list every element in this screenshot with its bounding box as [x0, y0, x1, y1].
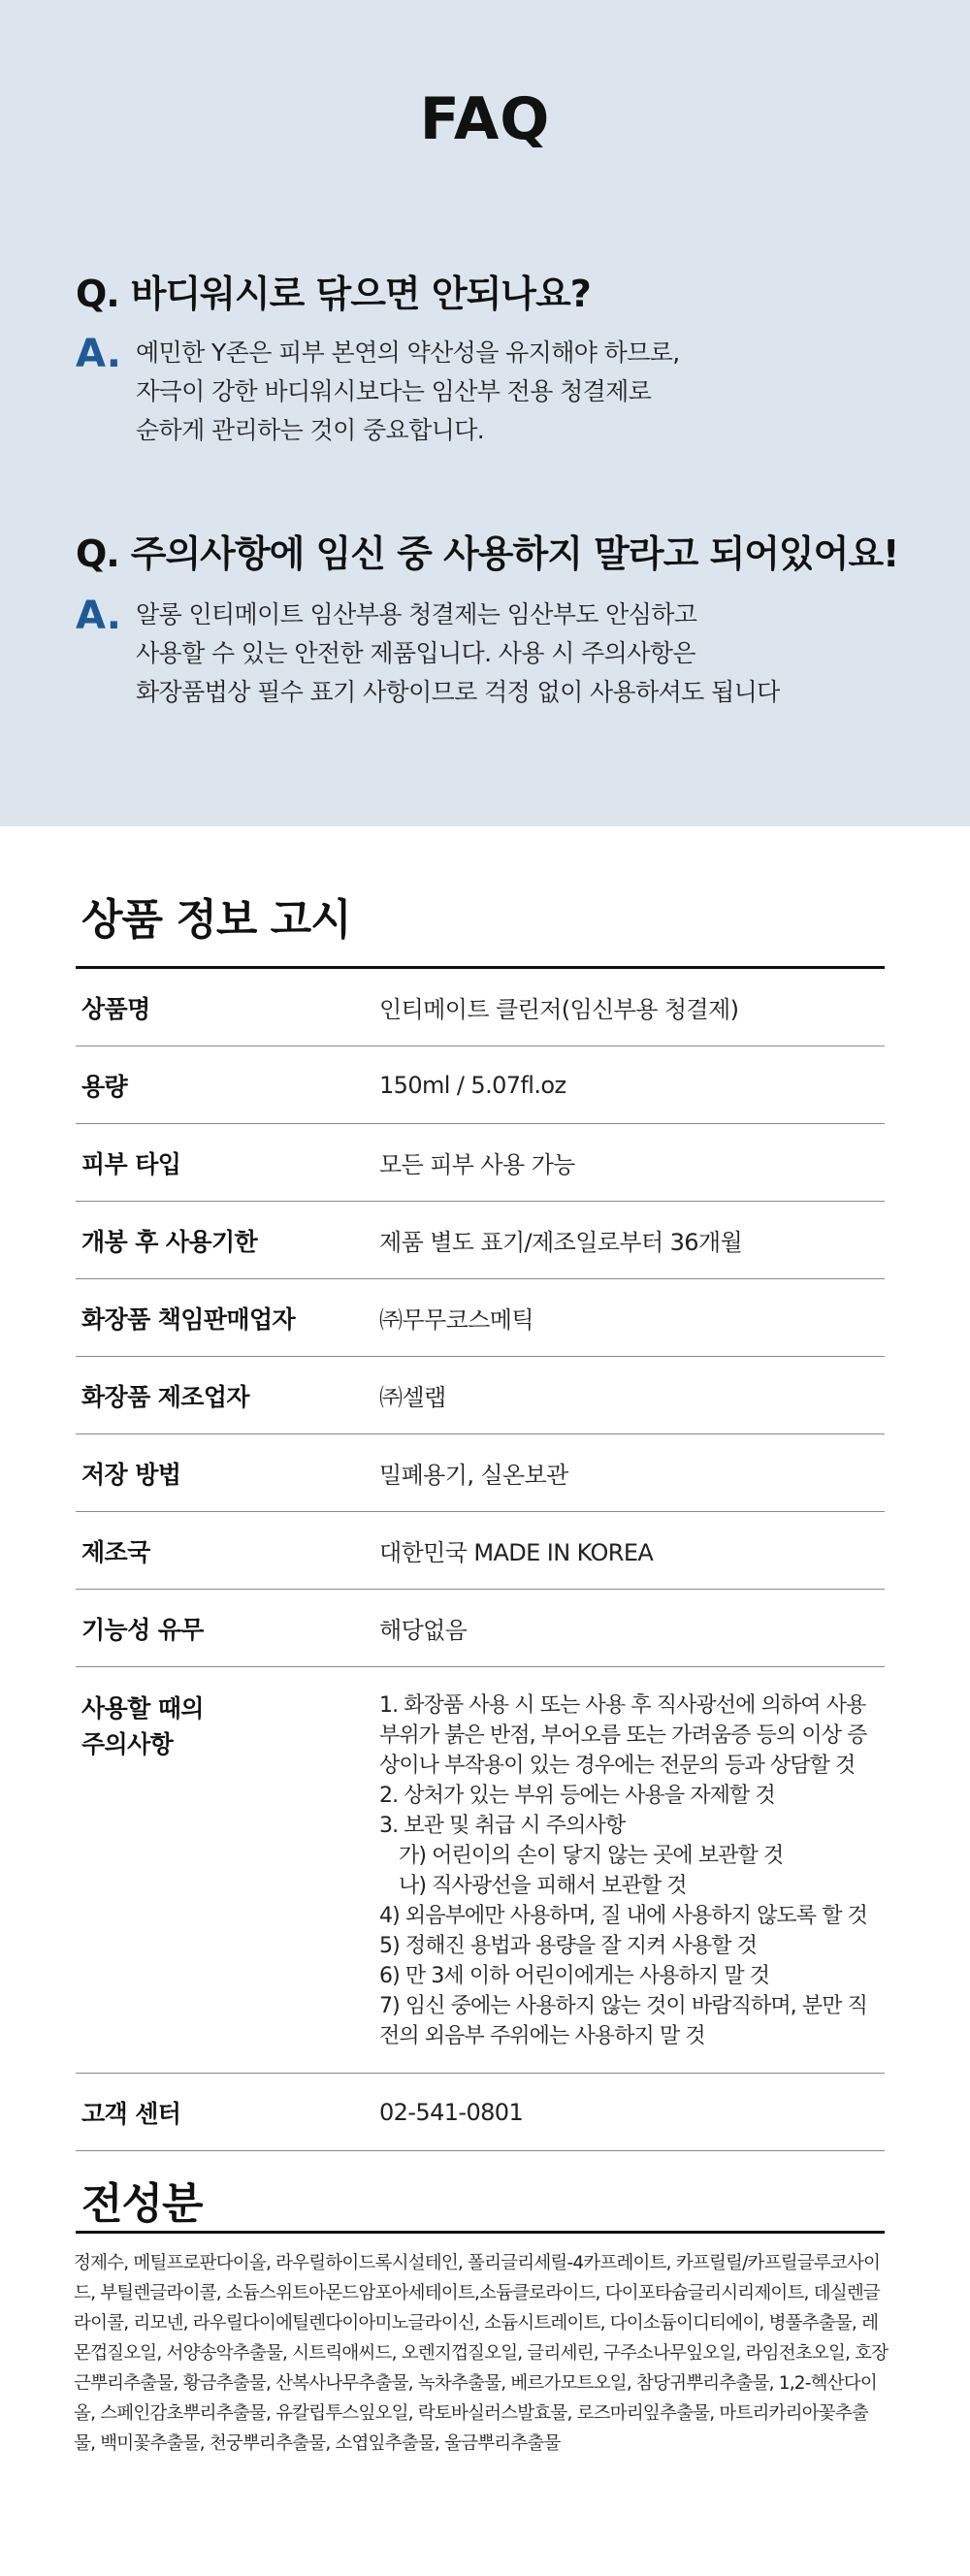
row-label: 고객 센터 — [81, 2099, 181, 2128]
table-row — [76, 1357, 885, 1434]
question-mark: Q. — [76, 532, 119, 575]
row-value: 150ml / 5.07fl.oz — [379, 1071, 566, 1099]
caution-line: 3. 보관 및 취급 시 주의사항 — [379, 1814, 626, 1838]
table-row — [76, 1434, 885, 1512]
faq-answer-2 — [136, 596, 780, 712]
customer-center-phone: 02-541-0801 — [379, 2098, 524, 2126]
answer-line: 예민한 Y존은 피부 본연의 약산성을 유지해야 하므로, — [136, 338, 680, 367]
row-label: 기능성 유무 — [81, 1615, 204, 1644]
row-label: 화장품 책임판매업자 — [81, 1304, 296, 1334]
row-value: 제품 별도 표기/제조일로부터 36개월 — [379, 1229, 743, 1256]
row-value: 밀폐용기, 실온보관 — [379, 1462, 568, 1489]
row-label — [76, 1690, 379, 1762]
table-row — [76, 1590, 885, 1667]
row-value: 해당없음 — [379, 1617, 468, 1644]
faq-title: FAQ — [419, 85, 551, 153]
question-text: 주의사항에 임신 중 사용하지 말라고 되어있어요! — [130, 532, 899, 575]
question-mark: Q. — [76, 273, 119, 315]
table-row — [76, 1124, 885, 1202]
caution-line: 상이나 부작용이 있는 경우에는 전문의 등과 상담할 것 — [379, 1754, 856, 1778]
row-label: 상품명 — [81, 994, 150, 1023]
question-text: 바디워시로 닦으면 안되나요? — [130, 273, 591, 315]
caution-text — [379, 1690, 885, 2051]
caution-label-line: 사용할 때의 — [81, 1694, 204, 1723]
faq-section — [0, 0, 970, 826]
caution-line: 나) 직사광선을 피해서 보관할 것 — [399, 1874, 687, 1898]
row-label: 제조국 — [81, 1537, 150, 1566]
caution-line: 7) 임신 중에는 사용하지 않는 것이 바람직하며, 분만 직 — [379, 1994, 868, 2018]
answer-line: 알롱 인티메이트 임산부용 청결제는 임산부도 안심하고 — [136, 600, 697, 628]
caution-line: 전의 외음부 주위에는 사용하지 말 것 — [379, 2024, 705, 2048]
caution-line: 6) 만 3세 이하 어린이에게는 사용하지 말 것 — [379, 1964, 770, 1988]
table-row — [76, 1279, 885, 1357]
row-value: ㈜셀랩 — [379, 1384, 446, 1411]
ingredients-list: 정제수, 메틸프로판다이올, 라우릴하이드록시설테인, 폴리글리세릴-4카프레이트, 카프릴릴/카프릴글루코사이드, 부틸렌글라이콜, 소듐스위트아몬드암포아세테이트,소듐클로라이드, 다이포타슘글리시리제이트, 데실렌글라이콜, 리모넨, 라우릴다이에틸렌다이아미노글라이신, 소듐시트레이트, 다이소듐이디티에이, 병풀추출물, 레몬껍질오일, 서양송악추출물, 시트릭애씨드, 오렌지껍질오일, 글리세린, 구주소나무잎오일, 라임전초오일, 호장근뿌리추출물, 황금추출물, 산복사나무추출물, 녹차추출물, 베르가모트오일, 참당귀뿌리추출물, 1,2-헥산다이올, 스페인감초뿌리추출물, 유칼립투스잎오일, 락토바실러스발효물, 로즈마리잎추출물, 마트리카리아꽃추출물, 백미꽃추출물, 천궁뿌리추출물, 소엽잎추출물, 울금뿌리추출물 — [74, 2253, 889, 2454]
table-row — [76, 1202, 885, 1279]
answer-mark: A. — [76, 594, 121, 638]
row-value: 대한민국 MADE IN KOREA — [379, 1539, 654, 1566]
answer-line: 자극이 강한 바디워시보다는 임산부 전용 청결제로 — [136, 377, 652, 405]
product-info-table — [76, 966, 885, 2151]
row-label: 용량 — [81, 1072, 128, 1101]
faq-answer-1 — [136, 334, 680, 450]
faq-question-2 — [76, 524, 898, 577]
answer-line: 사용할 수 있는 안전한 제품입니다. 사용 시 주의사항은 — [136, 639, 695, 667]
ingredients-divider — [76, 2231, 885, 2234]
caution-line: 1. 화장품 사용 시 또는 사용 후 직사광선에 의하여 사용 — [379, 1693, 866, 1718]
row-label: 저장 방법 — [81, 1460, 181, 1489]
table-row — [76, 1512, 885, 1590]
caution-line: 4) 외음부에만 사용하며, 질 내에 사용하지 않도록 할 것 — [379, 1904, 868, 1928]
table-row — [76, 2074, 885, 2151]
answer-mark: A. — [76, 332, 121, 376]
row-value: 인티메이트 클린저(임신부용 청결제) — [379, 996, 739, 1023]
caution-label-line: 주의사항 — [81, 1730, 174, 1758]
answer-line: 순하게 관리하는 것이 중요합니다. — [136, 416, 485, 444]
row-label: 피부 타입 — [81, 1149, 181, 1178]
row-label: 화장품 제조업자 — [81, 1382, 249, 1411]
ingredients-title: 전성분 — [81, 2179, 203, 2229]
product-info-title: 상품 정보 고시 — [81, 895, 351, 945]
table-row — [76, 969, 885, 1046]
caution-line: 부위가 붉은 반점, 부어오름 또는 가려움증 등의 이상 증 — [379, 1723, 867, 1748]
faq-question-1 — [76, 264, 591, 317]
row-value: 모든 피부 사용 가능 — [379, 1151, 575, 1178]
table-row — [76, 1046, 885, 1124]
caution-line: 2. 상처가 있는 부위 등에는 사용을 자제할 것 — [379, 1784, 775, 1808]
row-label: 개봉 후 사용기한 — [81, 1227, 258, 1256]
row-value: ㈜무무코스메틱 — [379, 1306, 534, 1334]
caution-line: 5) 정해진 용법과 용량을 잘 지켜 사용할 것 — [379, 1934, 758, 1958]
table-row-caution — [76, 1667, 885, 2074]
answer-line: 화장품법상 필수 표기 사항이므로 걱정 없이 사용하셔도 됩니다 — [136, 678, 780, 706]
caution-line: 가) 어린이의 손이 닿지 않는 곳에 보관할 것 — [399, 1844, 784, 1868]
